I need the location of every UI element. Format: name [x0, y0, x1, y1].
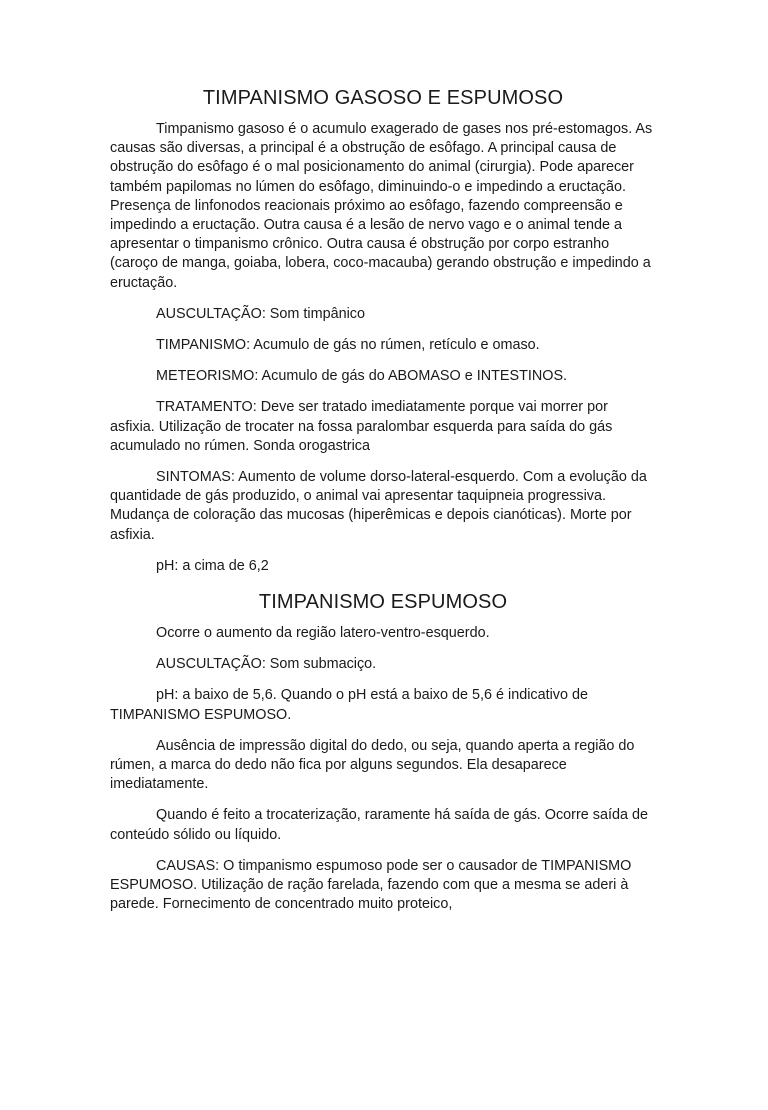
section-heading-espumoso: TIMPANISMO ESPUMOSO	[258, 591, 508, 614]
paragraph-timpanismo: TIMPANISMO: Acumulo de gás no rúmen, retículo e omaso.	[156, 337, 540, 354]
paragraph-auscultacao-espumoso: AUSCULTAÇÃO: Som submaciço.	[156, 656, 377, 673]
paragraph-meteorismo: METEORISMO: Acumulo de gás do ABOMASO e INTESTINOS.	[156, 368, 568, 385]
paragraph-aumento-regiao: Ocorre o aumento da região latero-ventro-esquerdo.	[156, 625, 490, 642]
document-title: TIMPANISMO GASOSO E ESPUMOSO	[202, 87, 564, 109]
document-page	[0, 86, 768, 1110]
paragraph-ph-espumoso: pH: a baixo de 5,6. Quando o pH está a baixo de 5,6 é indicativo de TIMPANISMO ESPUMOSO.	[110, 687, 589, 723]
paragraph-auscultacao-gasoso: AUSCULTAÇÃO: Som timpânico	[156, 305, 365, 322]
paragraph-sintomas: SINTOMAS: Aumento de volume dorso-lateral-esquerdo. Com a evolução da quantidade de gás produzido, o animal vai apresentar taquipneia progressiva. Mudança de coloração das mucosas (hiperêmicas e depois cianóticas). Morte por asfixia.	[110, 469, 647, 543]
paragraph-impressao-digital: Ausência de impressão digital do dedo, ou seja, quando aperta a região do rúmen, a marca do dedo não fica por alguns segundos. Ela desaparece imediatamente.	[110, 737, 635, 793]
paragraph-definition: Timpanismo gasoso é o acumulo exagerado de gases nos pré-estomagos. As causas são diversas, a principal é a obstrução de esôfago. A principal causa de obstrução do esôfago é o mal posicionamento do animal (cirurgia). Pode aparecer também papilomas no lúmen do esôfago, diminuindo-o e impedindo a eructação. Presença de linfonodos reacionais próximo ao esôfago, fazendo compreensão e impedindo a eructação. Outra causa é a lesão de nervo vago e o animal tende a apresentar o timpanismo crônico. Outra causa é obstrução por corpo estranho (caroço de manga, goiaba, lobera, coco-macauba) gerando obstrução e impedindo a eructação.	[110, 121, 653, 291]
paragraph-tratamento: TRATAMENTO: Deve ser tratado imediatamente porque vai morrer por asfixia. Utilização de trocater na fossa paralombar esquerda para saída do gás acumulado no rúmen. Sonda orogastrica	[110, 399, 613, 454]
paragraph-causas: CAUSAS: O timpanismo espumoso pode ser o causador de TIMPANISMO ESPUMOSO. Utilização de ração farelada, fazendo com que a mesma se aderi à parede. Fornecimento de concentrado muito proteico,	[110, 857, 632, 913]
paragraph-trocaterizacao: Quando é feito a trocaterização, raramente há saída de gás. Ocorre saída de conteúdo sólido ou líquido.	[110, 807, 648, 843]
paragraph-ph-gasoso: pH: a cima de 6,2	[156, 557, 269, 574]
